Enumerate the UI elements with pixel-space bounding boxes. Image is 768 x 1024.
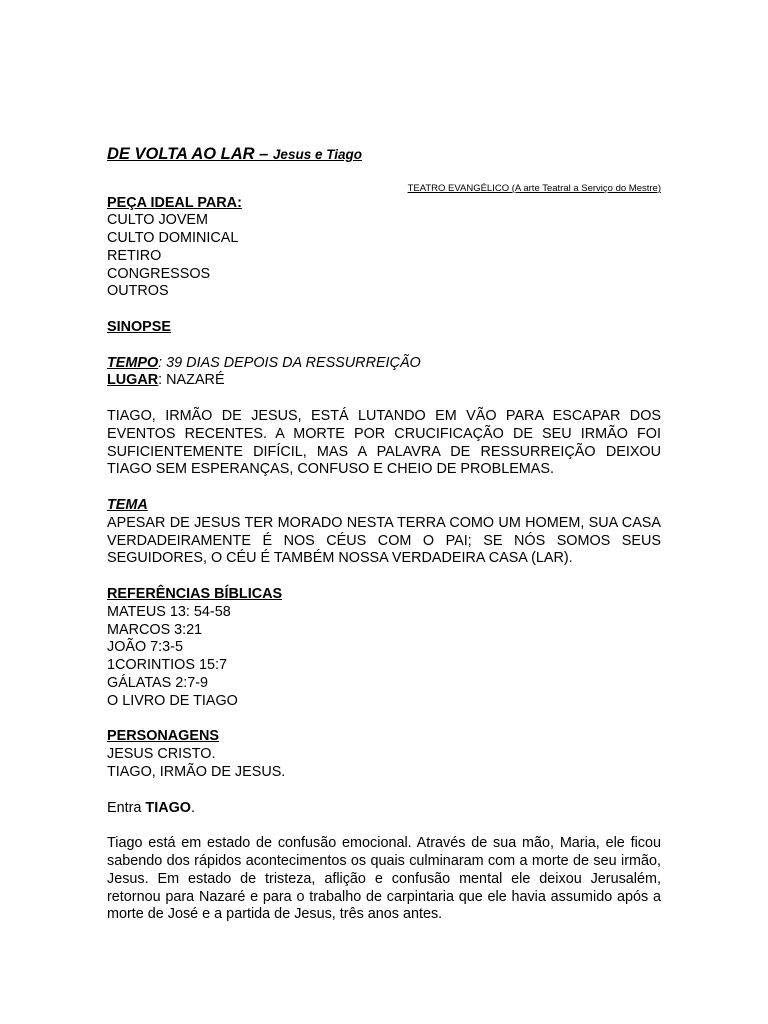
lugar-value: : NAZARÉ: [158, 372, 225, 389]
tempo-value: : 39 DIAS DEPOIS DA RESSURREIÇÃO: [158, 354, 421, 371]
referencia-item: 1CORINTIOS 15:7: [107, 657, 227, 674]
peca-ideal-item: CULTO DOMINICAL: [107, 230, 239, 247]
header-note: TEATRO EVANGÉLICO (A arte Teatral a Serviço do Mestre): [407, 183, 661, 194]
peca-ideal-item: OUTROS: [107, 283, 169, 300]
entrance-character: TIAGO: [145, 799, 191, 816]
referencia-item: MATEUS 13: 54-58: [107, 603, 231, 620]
referencia-item: JOÃO 7:3-5: [107, 639, 183, 656]
lugar-label: LUGAR: [107, 372, 159, 389]
peca-ideal-heading: PEÇA IDEAL PARA:: [107, 194, 242, 211]
sinopse-heading: SINOPSE: [107, 319, 171, 336]
referencia-item: GÁLATAS 2:7-9: [107, 675, 209, 692]
entrance-suffix: .: [190, 799, 195, 816]
peca-ideal-item: RETIRO: [107, 247, 162, 264]
lugar-line: [107, 372, 661, 390]
tema-heading: TEMA: [107, 497, 148, 514]
title-subtitle: Jesus e Tiago: [272, 147, 362, 162]
personagem-item: TIAGO, IRMÃO DE JESUS.: [107, 764, 286, 780]
referencia-item: O LIVRO DE TIAGO: [107, 692, 238, 709]
entrance-line: [107, 800, 661, 818]
personagem-item: JESUS CRISTO.: [107, 746, 216, 763]
tema-paragraph: APESAR DE JESUS TER MORADO NESTA TERRA COMO UM HOMEM, SUA CASA VERDADEIRAMENTE É NOS CÉUS COM O PAI; SE NÓS SOMOS SEUS SEGUIDORES, O CÉU É TAMBÉM NOSSA VERDADEIRA CASA (LAR).: [107, 514, 661, 567]
referencia-item: MARCOS 3:21: [107, 621, 203, 638]
referencias-heading: REFERÊNCIAS BÍBLICAS: [107, 586, 283, 603]
tempo-line: [107, 355, 661, 373]
sinopse-paragraph: TIAGO, IRMÃO DE JESUS, ESTÁ LUTANDO EM VÃO PARA ESCAPAR DOS EVENTOS RECENTES. A MORTE POR CRUCIFICAÇÃO DE SEU IRMÃO FOI SUFICIENTEMENTE DIFÍCIL, MAS A PALAVRA DE RESSURREIÇÃO DEIXOU TIAGO SEM ESPERANÇAS, CONFUSO E CHEIO DE PROBLEMAS.: [107, 408, 661, 478]
document-title: [107, 145, 362, 164]
tempo-label: TEMPO: [107, 354, 159, 371]
document-body: [107, 195, 661, 925]
personagens-heading: PERSONAGENS: [107, 728, 219, 745]
peca-ideal-item: CULTO JOVEM: [107, 212, 209, 229]
narrative-paragraph: Tiago está em estado de confusão emocional. Através de sua mão, Maria, ele ficou sabendo dos rápidos acontecimentos os quais culminaram com a morte de seu irmão, Jesus. Em estado de tristeza, aflição e confusão mental ele deixou Jerusalém, retornou para Nazaré e para o trabalho de carpintaria que ele havia assumido após a morte de José e a partida de Jesus, três anos antes.: [107, 835, 661, 923]
entrance-prefix: Entra: [107, 799, 146, 816]
title-main: DE VOLTA AO LAR –: [107, 145, 273, 163]
peca-ideal-item: CONGRESSOS: [107, 265, 211, 282]
